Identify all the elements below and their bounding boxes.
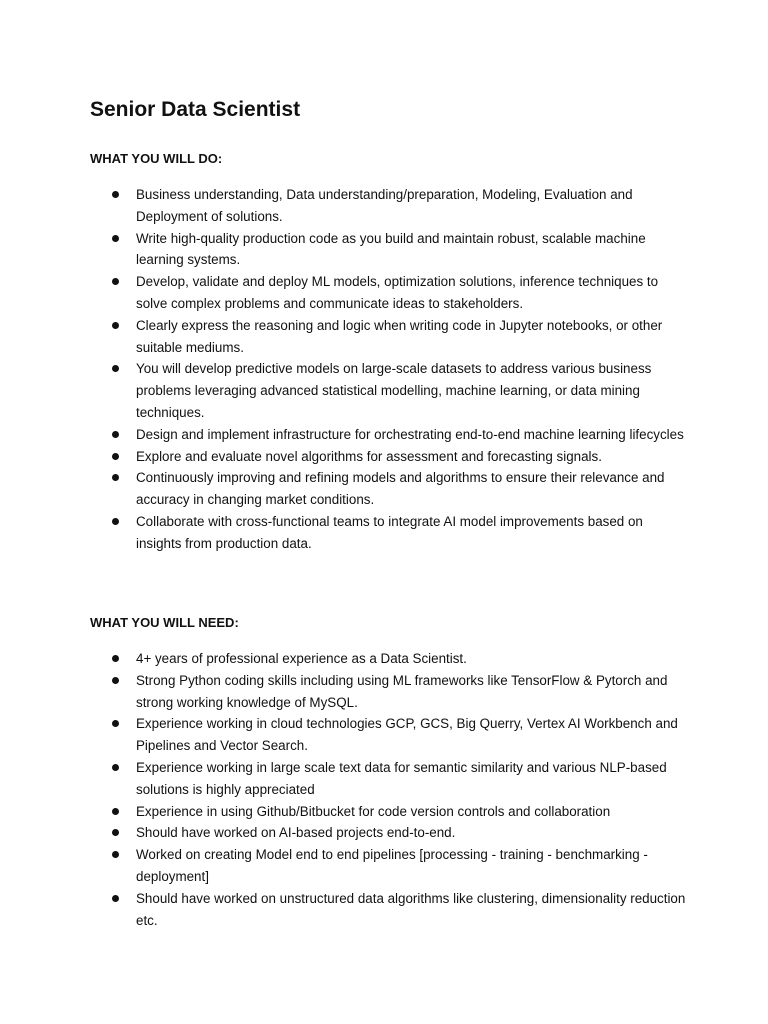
list-item-text: Write high-quality production code as you build and maintain robust, scalable machine learning systems. [136, 230, 646, 268]
bullet-icon [112, 453, 119, 460]
bullet-icon [112, 829, 119, 836]
list-item [90, 888, 690, 932]
requirements-list [90, 648, 690, 931]
list-item [90, 801, 690, 823]
bullet-icon [112, 431, 119, 438]
list-item-text: Experience in using Github/Bitbucket for code version controls and collaboration [136, 803, 611, 819]
list-item-text: Explore and evaluate novel algorithms for assessment and forecasting signals. [136, 448, 602, 464]
bullet-icon [112, 518, 119, 525]
list-item [90, 446, 690, 468]
list-item-text: Experience working in cloud technologies GCP, GCS, Big Querry, Vertex AI Workbench and Pipelines and Vector Search. [136, 716, 678, 754]
list-item [90, 184, 690, 228]
list-item [90, 315, 690, 359]
list-item [90, 822, 690, 844]
bullet-icon [112, 895, 119, 902]
list-item-text: Worked on creating Model end to end pipelines [processing - training - benchmarking - deployment] [136, 847, 648, 884]
list-item-text: Should have worked on unstructured data algorithms like clustering, dimensionality reduction etc. [136, 890, 686, 928]
page-title: Senior Data Scientist [90, 98, 301, 121]
bullet-icon [112, 278, 119, 285]
section-heading-what-you-will-need: WHAT YOU WILL NEED: [90, 615, 239, 630]
list-item [90, 358, 690, 423]
list-item-text: Experience working in large scale text data for semantic similarity and various NLP-based solutions is highly appreciated [136, 759, 667, 797]
bullet-icon [112, 851, 119, 858]
list-item-text: 4+ years of professional experience as a Data Scientist. [136, 651, 467, 666]
list-item [90, 424, 690, 446]
list-item-text: Should have worked on AI-based projects end-to-end. [136, 825, 456, 841]
list-item-text: Clearly express the reasoning and logic when writing code in Jupyter notebooks, or other suitable mediums. [136, 317, 663, 355]
list-item [90, 757, 690, 801]
list-item-text: Collaborate with cross-functional teams to integrate AI model improvements based on insights from production data. [136, 513, 643, 551]
list-item-text: Design and implement infrastructure for orchestrating end-to-end machine learning lifecycles [136, 426, 684, 442]
bullet-icon [112, 720, 119, 727]
section-heading-what-you-will-do: WHAT YOU WILL DO: [90, 151, 223, 166]
bullet-icon [112, 235, 119, 242]
bullet-icon [112, 191, 119, 198]
responsibilities-list [90, 184, 690, 555]
list-item [90, 467, 690, 511]
list-item [90, 670, 690, 714]
list-item [90, 271, 690, 315]
list-item [90, 228, 690, 272]
list-item-text: Continuously improving and refining models and algorithms to ensure their relevance and accuracy in changing market conditions. [136, 470, 665, 508]
bullet-icon [112, 474, 119, 481]
bullet-icon [112, 764, 119, 771]
list-item [90, 713, 690, 757]
bullet-icon [112, 808, 119, 815]
list-item [90, 648, 690, 670]
list-item-text: Strong Python coding skills including using ML frameworks like TensorFlow & Pytorch and strong working knowledge of MySQL. [136, 672, 668, 710]
bullet-icon [112, 677, 119, 684]
bullet-icon [112, 365, 119, 372]
bullet-icon [112, 322, 119, 329]
list-item-text: You will develop predictive models on large-scale datasets to address various business problems leveraging advanced statistical modelling, machine learning, or data mining techniques. [136, 361, 652, 420]
list-item-text: Business understanding, Data understanding/preparation, Modeling, Evaluation and Deployment of solutions. [136, 187, 633, 224]
list-item [90, 844, 690, 888]
list-item [90, 511, 690, 555]
bullet-icon [112, 655, 119, 662]
list-item-text: Develop, validate and deploy ML models, optimization solutions, inference techniques to solve complex problems and communicate ideas to stakeholders. [136, 274, 659, 311]
